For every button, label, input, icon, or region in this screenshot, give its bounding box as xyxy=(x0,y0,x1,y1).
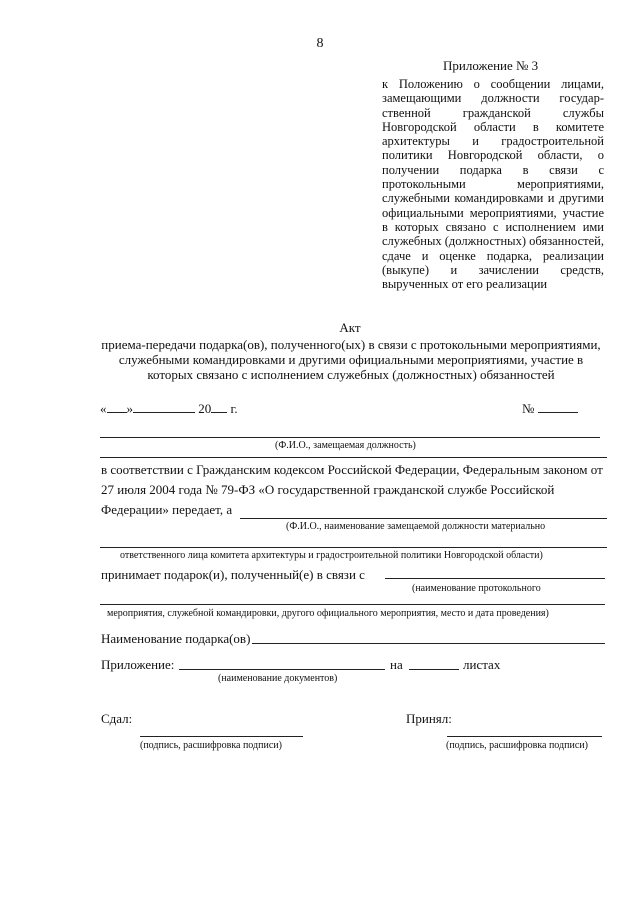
date-close-quote: » xyxy=(126,401,133,416)
act-title: Акт xyxy=(339,320,361,335)
event-hint-1: (наименование протокольного xyxy=(412,583,541,594)
fio-line[interactable] xyxy=(100,437,600,438)
transfers-text: Федерации» передает, а xyxy=(101,502,233,517)
on-label: на xyxy=(390,657,403,672)
accepts-text: принимает подарок(и), полученный(е) в связи с xyxy=(101,567,365,582)
sheets-count-field[interactable] xyxy=(409,669,459,670)
event-field-2[interactable] xyxy=(100,604,605,605)
responsible-hint-2: ответственного лица комитета архитектуры и градостроительной политики Новгородской области) xyxy=(120,550,543,561)
appendix-description: к Положению о сообщении лицами, замещающими должности государственной гражданской службы Новгородской области в комитете архитектуры и градостроительной политики Новгородской области, о получении подарка в связи с протокольными мероприятиями, служебными командировками и другими официальными мероприятиями, участие в которых связано с исполнением ими служебных (должностных) обязанностей, сдаче и оценке подарка, реализации (выкупе) и зачислении средств, вырученных от его реализации xyxy=(382,77,604,292)
gift-name-label: Наименование подарка(ов) xyxy=(101,631,251,646)
event-field[interactable] xyxy=(385,578,605,579)
year-prefix: 20 xyxy=(198,401,212,416)
attachment-field[interactable] xyxy=(179,669,385,670)
documents-hint: (наименование документов) xyxy=(218,673,338,684)
handed-signature-hint: (подпись, расшифровка подписи) xyxy=(140,740,282,751)
accepted-signature-hint: (подпись, расшифровка подписи) xyxy=(446,740,588,751)
handed-label: Сдал: xyxy=(101,711,133,726)
document-number xyxy=(522,400,578,417)
act-subtitle: приема-передачи подарка(ов), полученного(ых) в связи с протокольными мероприятиями, служебными командировками и другими официальными мероприятиями, участие в которых связано с исполнением служебных (должностных) обязанностей xyxy=(101,337,601,382)
attachment-label: Приложение: xyxy=(101,657,175,672)
day-field[interactable] xyxy=(107,400,127,413)
month-field[interactable] xyxy=(133,400,195,413)
accepted-label: Принял: xyxy=(406,711,452,726)
responsible-field-2[interactable] xyxy=(100,547,607,548)
fio-hint: (Ф.И.О., замещаемая должность) xyxy=(275,440,416,451)
responsible-hint-1: (Ф.И.О., наименование замещаемой должности материально xyxy=(286,521,546,532)
year-field[interactable] xyxy=(211,400,227,413)
appendix-title: Приложение № 3 xyxy=(443,58,539,73)
sheets-label: листах xyxy=(463,657,501,672)
paragraph-line-3 xyxy=(101,500,607,520)
date-open-quote: « xyxy=(100,401,107,416)
event-hint-2: мероприятия, служебной командировки, другого официального мероприятия, место и дата проведения) xyxy=(107,608,549,619)
date-row xyxy=(100,400,238,417)
paragraph-line-1: в соответствии с Гражданским кодексом Российской Федерации, Федеральным законом от xyxy=(101,462,603,477)
gift-name-field[interactable] xyxy=(252,643,605,644)
number-field[interactable] xyxy=(538,400,578,413)
legal-paragraph xyxy=(101,460,607,520)
responsible-field[interactable] xyxy=(240,518,607,519)
year-suffix: г. xyxy=(230,401,238,416)
handed-signature-field[interactable] xyxy=(140,736,303,737)
fio-line-2[interactable] xyxy=(100,457,607,458)
page-number: 8 xyxy=(316,36,324,51)
number-label: № xyxy=(522,401,535,416)
paragraph-line-2: 27 июля 2004 года № 79-ФЗ «О государственной гражданской службе Российской xyxy=(101,482,555,497)
accepted-signature-field[interactable] xyxy=(447,736,602,737)
